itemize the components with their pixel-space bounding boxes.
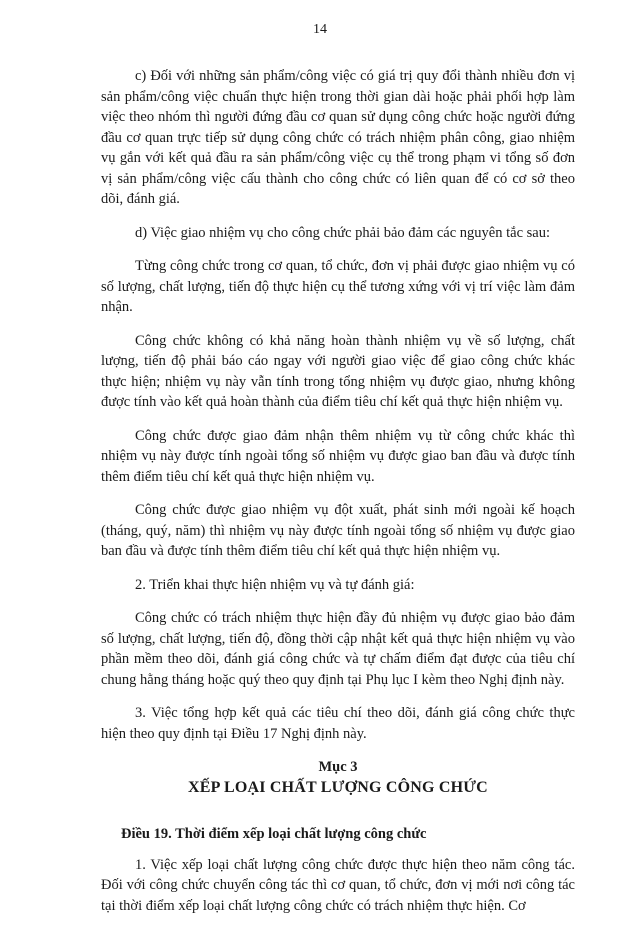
paragraph-principle-2: Công chức không có khả năng hoàn thành nhiệm vụ về số lượng, chất lượng, tiến độ phải báo cáo ngay với người giao việc để giao công chức khác thực hiện; nhiệm vụ này vẫn tính trong tổng nhiệm vụ được giao, nhưng không được tính vào kết quả hoàn thành của điểm tiêu chí kết quả thực hiện nhiệm vụ.	[101, 332, 575, 410]
section-title: XẾP LOẠI CHẤT LƯỢNG CÔNG CHỨC	[188, 778, 488, 796]
paragraph-item-3: 3. Việc tổng hợp kết quả các tiêu chí theo dõi, đánh giá công chức thực hiện theo quy định tại Điều 17 Nghị định này.	[101, 705, 575, 742]
article-paragraph-1: 1. Việc xếp loại chất lượng công chức được thực hiện theo năm công tác. Đối với công chức chuyển công tác thì cơ quan, tổ chức, đơn vị mới nơi công tác tại thời điểm xếp loại chất lượng công chức có trách nhiệm thực hiện. Cơ	[101, 856, 575, 914]
paragraph-d: d) Việc giao nhiệm vụ cho công chức phải bảo đảm các nguyên tắc sau:	[135, 224, 550, 241]
paragraph-principle-1: Từng công chức trong cơ quan, tổ chức, đơn vị phải được giao nhiệm vụ có số lượng, chất lượng, tiến độ thực hiện cụ thể tương xứng với vị trí việc làm đảm nhận.	[101, 258, 575, 315]
paragraph-item-2-detail: Công chức có trách nhiệm thực hiện đầy đủ nhiệm vụ được giao bảo đảm số lượng, chất lượng, tiến độ, đồng thời cập nhật kết quả thực hiện nhiệm vụ vào phần mềm theo dõi, đánh giá công chức và tự chấm điểm đạt được của tiêu chí chung hằng tháng hoặc quý theo quy định tại Phụ lục I kèm theo Nghị định này.	[101, 610, 575, 688]
paragraph-item-2: 2. Triển khai thực hiện nhiệm vụ và tự đánh giá:	[135, 576, 415, 593]
document-body	[101, 66, 575, 929]
paragraph-c: c) Đối với những sản phẩm/công việc có giá trị quy đổi thành nhiều đơn vị sản phẩm/công việc chuẩn thực hiện trong thời gian dài hoặc phải phối hợp làm việc theo nhóm thì người đứng đầu cơ quan sử dụng công chức hoặc người đứng đầu cơ quan trực tiếp sử dụng công chức có trách nhiệm phân công, giao nhiệm vụ gắn với kết quả đầu ra sản phẩm/công việc cụ thể trong phạm vi tổng số đơn vị sản phẩm/công việc cấu thành cho công chức có liên quan để có cơ sở theo dõi, đánh giá.	[101, 68, 575, 207]
section-label: Mục 3	[318, 759, 358, 775]
article-title: Điều 19. Thời điểm xếp loại chất lượng công chức	[121, 826, 427, 842]
paragraph-principle-3: Công chức được giao đảm nhận thêm nhiệm vụ từ công chức khác thì nhiệm vụ này được tính ngoài tổng số nhiệm vụ được giao ban đầu và được tính thêm điểm tiêu chí kết quả thực hiện nhiệm vụ.	[101, 427, 575, 485]
page-number: 14	[313, 22, 327, 37]
paragraph-principle-4: Công chức được giao nhiệm vụ đột xuất, phát sinh mới ngoài kế hoạch (tháng, quý, năm) thì nhiệm vụ này được tính ngoài tổng số nhiệm vụ được giao ban đầu và được tính thêm điểm tiêu chí kết quả thực hiện nhiệm vụ.	[101, 502, 575, 559]
